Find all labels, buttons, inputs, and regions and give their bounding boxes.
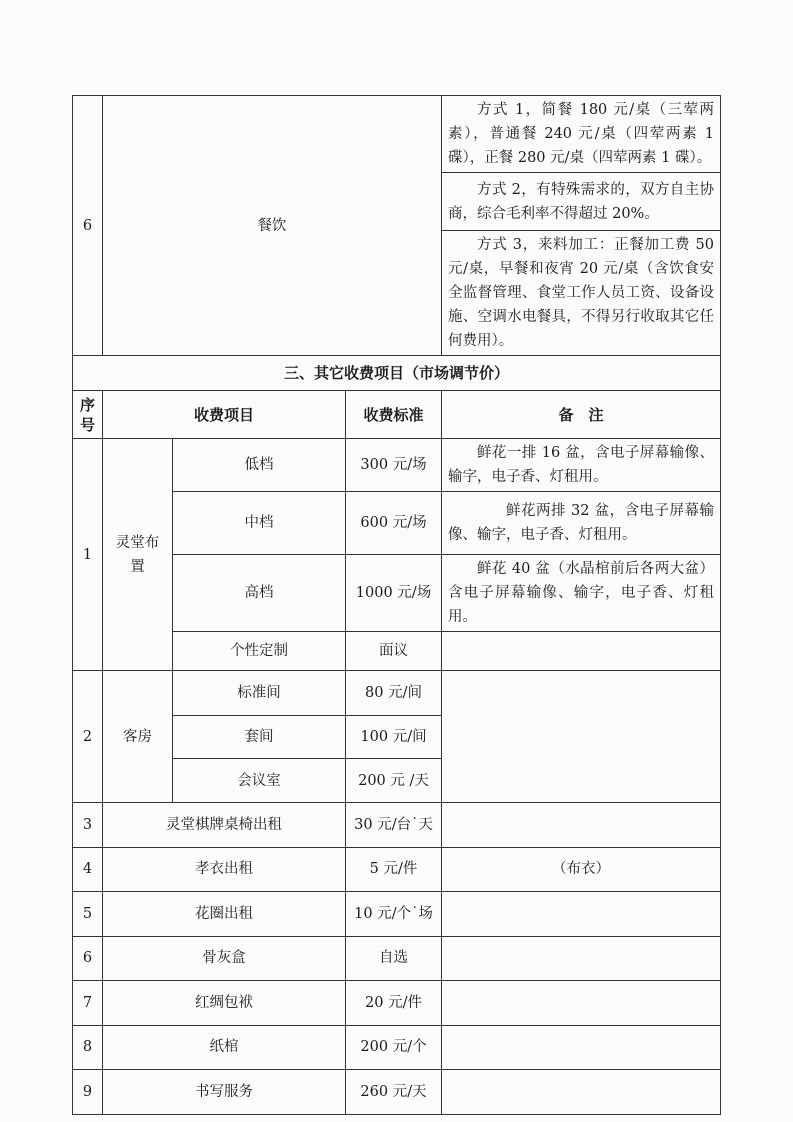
row-item: 纸棺 (103, 1025, 346, 1070)
hall-sub-price: 600 元/场 (346, 492, 442, 555)
hall-sub-name: 中档 (173, 492, 346, 555)
row-no: 6 (73, 936, 103, 981)
table-row (73, 803, 721, 848)
row-no: 9 (73, 1070, 103, 1115)
row-remark (442, 1025, 721, 1070)
hall-sub-remark: 鲜花 40 盆（水晶棺前后各两大盆）含电子屏幕输像、输字，电子香、灯租用。 (442, 555, 721, 632)
rooms-remark (442, 671, 721, 803)
row-item: 红绸包袱 (103, 981, 346, 1026)
row-remark (442, 1070, 721, 1115)
table-row (73, 847, 721, 892)
catering-no: 6 (73, 96, 103, 356)
row-remark (442, 892, 721, 937)
row-item: 花圈出租 (103, 892, 346, 937)
row-price: 30 元/台˙天 (346, 803, 442, 848)
hall-sub-price: 1000 元/场 (346, 555, 442, 632)
room-sub-name: 会议室 (173, 759, 346, 803)
row-price: 10 元/个˙场 (346, 892, 442, 937)
fee-table (72, 95, 721, 1115)
hall-sub-remark: 鲜花一排 16 盆，含电子屏幕输像、输字，电子香、灯租用。 (442, 439, 721, 492)
row-no: 7 (73, 981, 103, 1026)
hall-no: 1 (73, 439, 103, 671)
room-sub-price: 80 元/间 (346, 671, 442, 716)
row-price: 自选 (346, 936, 442, 981)
catering-method-2: 方式 2，有特殊需求的，双方自主协商，综合毛利率不得超过 20%。 (442, 173, 721, 231)
row-price: 200 元/个 (346, 1025, 442, 1070)
table-row (73, 1070, 721, 1115)
row-price: 260 元/天 (346, 1070, 442, 1115)
row-no: 3 (73, 803, 103, 848)
row-price: 5 元/件 (346, 847, 442, 892)
header-price: 收费标准 (346, 391, 442, 439)
row-remark (442, 803, 721, 848)
room-sub-price: 100 元/间 (346, 716, 442, 759)
row-item: 孝衣出租 (103, 847, 346, 892)
catering-method-3: 方式 3，来料加工：正餐加工费 50 元/桌，早餐和夜宵 20 元/桌（含饮食安全监督管理、食堂工作人员工资、设备设施、空调水电餐具，不得另行收取其它任何费用）。 (442, 231, 721, 356)
room-sub-price: 200 元 /天 (346, 759, 442, 803)
room-sub-name: 套间 (173, 716, 346, 759)
table-row (73, 981, 721, 1026)
table-row (73, 892, 721, 937)
hall-sub-remark: 鲜花两排 32 盆，含电子屏幕输像、输字，电子香、灯租用。 (442, 492, 721, 555)
catering-item: 餐饮 (103, 96, 442, 356)
room-sub-name: 标准间 (173, 671, 346, 716)
row-no: 4 (73, 847, 103, 892)
rooms-no: 2 (73, 671, 103, 803)
row-item: 书写服务 (103, 1070, 346, 1115)
hall-sub-price: 面议 (346, 632, 442, 671)
row-no: 5 (73, 892, 103, 937)
table-row (73, 1025, 721, 1070)
section-title: 三、其它收费项目（市场调节价） (73, 356, 721, 391)
hall-item: 灵堂布置 (103, 439, 173, 671)
row-remark: （布衣） (442, 847, 721, 892)
row-item: 骨灰盒 (103, 936, 346, 981)
row-item: 灵堂棋牌桌椅出租 (103, 803, 346, 848)
row-remark (442, 936, 721, 981)
header-no: 序号 (73, 391, 103, 439)
hall-sub-name: 个性定制 (173, 632, 346, 671)
hall-sub-price: 300 元/场 (346, 439, 442, 492)
hall-sub-name: 高档 (173, 555, 346, 632)
row-remark (442, 981, 721, 1026)
catering-method-1: 方式 1，简餐 180 元/桌（三荤两素），普通餐 240 元/桌（四荤两素 1 碟），正餐 280 元/桌（四荤两素 1 碟）。 (442, 96, 721, 173)
table-row (73, 936, 721, 981)
hall-sub-name: 低档 (173, 439, 346, 492)
hall-sub-remark (442, 632, 721, 671)
row-no: 8 (73, 1025, 103, 1070)
rooms-item: 客房 (103, 671, 173, 803)
row-price: 20 元/件 (346, 981, 442, 1026)
header-item: 收费项目 (103, 391, 346, 439)
header-remark: 备 注 (442, 391, 721, 439)
